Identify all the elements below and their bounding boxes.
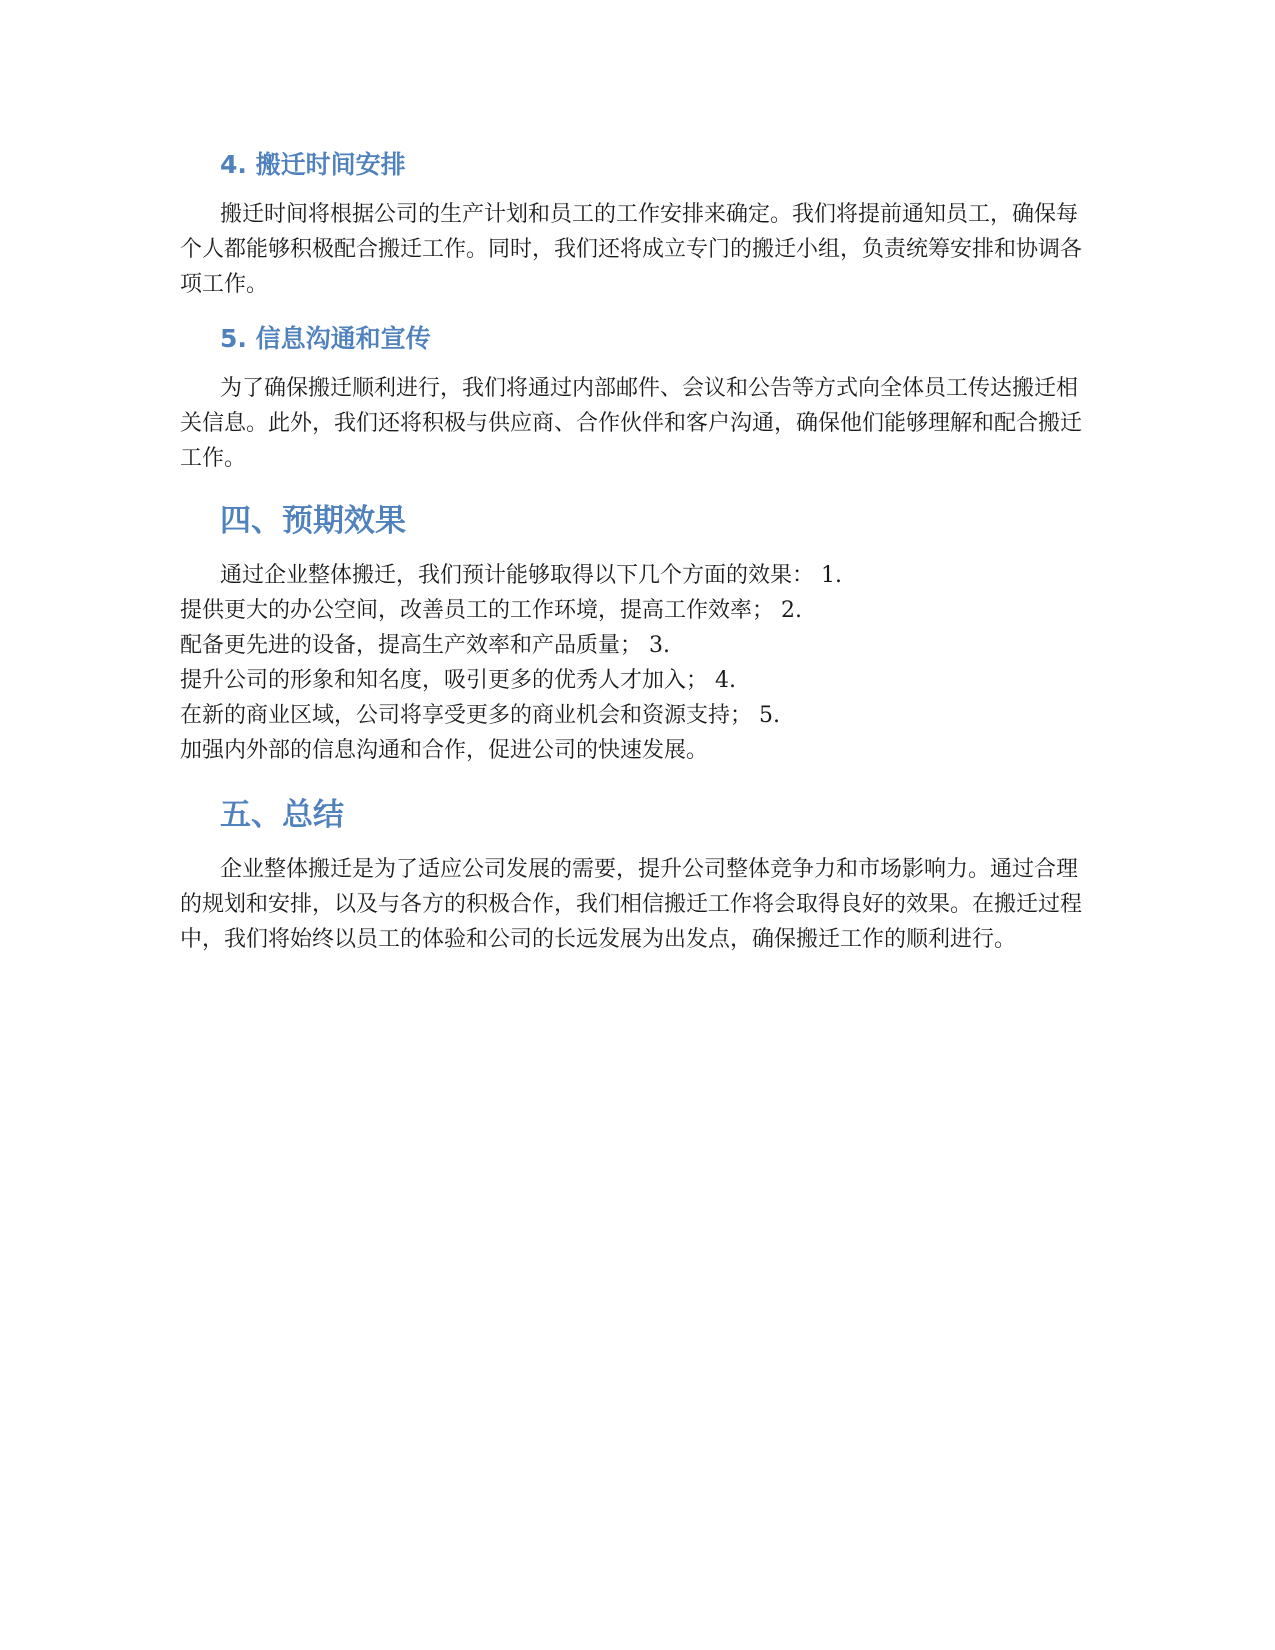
section-heading-communication: 5. 信息沟通和宣传 [220,324,431,353]
expected-results-block [180,558,1085,768]
section-heading-expected-results: 四、预期效果 [220,503,406,539]
section-heading-summary: 五、总结 [220,797,344,833]
paragraph-communication: 为了确保搬迁顺利进行，我们将通过内部邮件、会议和公告等方式向全体员工传达搬迁相关信息。此外，我们还将积极与供应商、合作伙伴和客户沟通，确保他们能够理解和配合搬迁工作。 [180,376,1083,471]
section-heading-schedule: 4. 搬迁时间安排 [220,150,406,179]
paragraph-summary: 企业整体搬迁是为了适应公司发展的需要，提升公司整体竞争力和市场影响力。通过合理的规划和安排，以及与各方的积极合作，我们相信搬迁工作将会取得良好的效果。在搬迁过程中，我们将始终以员工的体验和公司的长远发展为出发点，确保搬迁工作的顺利进行。 [180,857,1083,952]
expected-results-line: 提升公司的形象和知名度，吸引更多的优秀人才加入； 4. [180,668,736,693]
expected-results-line: 通过企业整体搬迁，我们预计能够取得以下几个方面的效果： 1. [220,563,842,588]
expected-results-line: 配备更先进的设备，提高生产效率和产品质量； 3. [180,633,670,658]
expected-results-line: 加强内外部的信息沟通和合作，促进公司的快速发展。 [180,738,709,763]
paragraph-schedule: 搬迁时间将根据公司的生产计划和员工的工作安排来确定。我们将提前通知员工，确保每个人都能够积极配合搬迁工作。同时，我们还将成立专门的搬迁小组，负责统筹安排和协调各项工作。 [180,202,1083,297]
expected-results-line: 在新的商业区域，公司将享受更多的商业机会和资源支持； 5. [180,703,780,728]
document-page [180,140,1085,957]
expected-results-line: 提供更大的办公空间，改善员工的工作环境，提高工作效率； 2. [180,598,802,623]
